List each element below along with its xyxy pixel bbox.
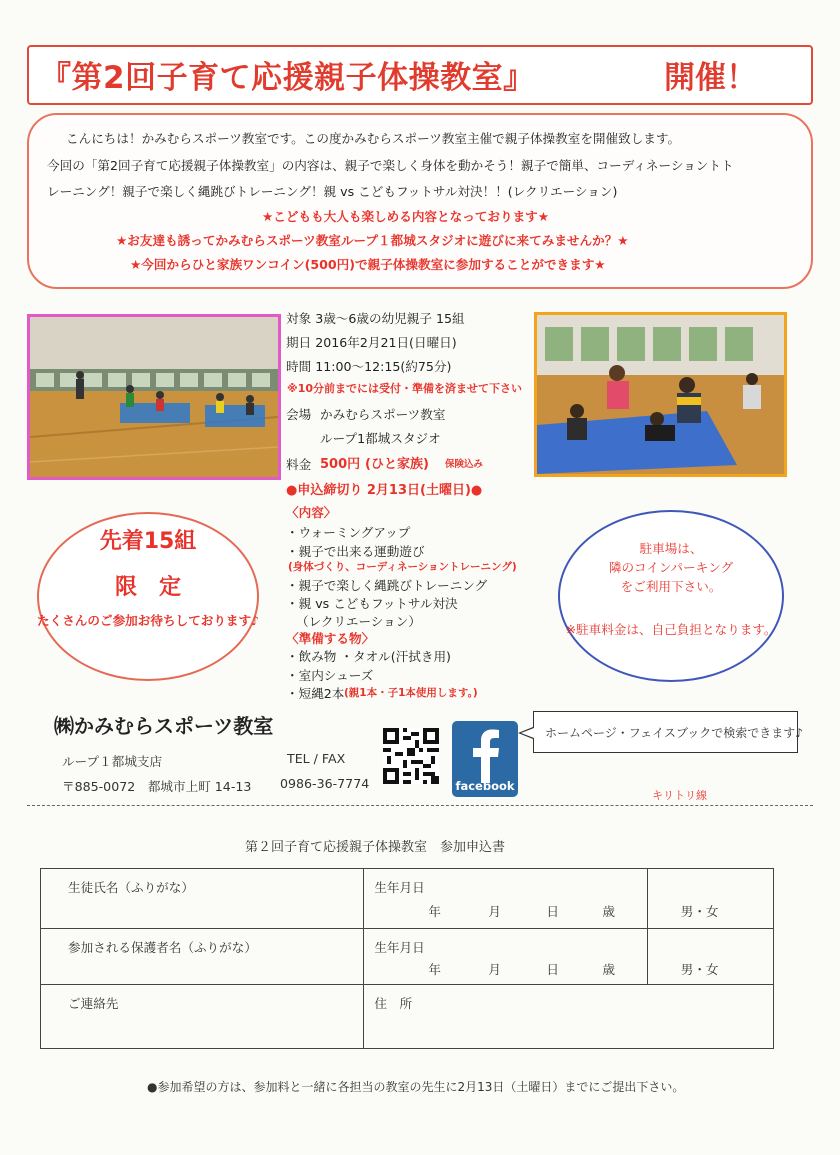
callout-text: ホームページ・フェイスブックで検索できます♪: [545, 726, 803, 740]
contact-cell[interactable]: [41, 985, 364, 1049]
parking-circle: [558, 510, 784, 682]
guardian-month: 月: [488, 962, 501, 977]
guardian-name-cell[interactable]: [41, 929, 364, 985]
student-gender: 男・女: [680, 904, 719, 919]
form-title: 第２回子育て応援親子体操教室 参加申込書: [245, 840, 506, 855]
footer-note: ●参加希望の方は、参加料と一緒に各担当の教室の先生に2月13日（土曜日）までにご提出下さい。: [147, 1080, 685, 1094]
detail-time: 時間 11:00～12:15(約75分): [286, 359, 452, 374]
qr-code-icon: [383, 728, 439, 784]
parking-line-3: をご利用下さい。: [620, 579, 722, 594]
title-announcement: 開催！: [664, 60, 757, 96]
guardian-name-label: 参加される保護者名（ふりがな）: [68, 940, 257, 955]
guardian-day: 日: [546, 962, 559, 977]
contents-item-1: ・ウォーミングアップ: [286, 525, 411, 540]
limit-line-1: 先着15組: [99, 529, 197, 554]
callout-pointer-fill: [521, 728, 534, 738]
student-birth-cell[interactable]: [364, 869, 647, 929]
contents-item-4: ・親 vs こどもフットサル対決: [286, 596, 458, 611]
star-line-3: ★今回からひと家族ワンコイン(500円)で親子体操教室に参加することができます★: [130, 257, 606, 272]
guardian-year: 年: [428, 962, 441, 977]
star-line-2: ★お友達も誘ってかみむらスポーツ教室ループ１都城スタジオに遊びに来てみませんか？★: [116, 233, 629, 248]
contents-heading: 〈内容〉: [286, 505, 337, 520]
guardian-age: 歳: [602, 962, 615, 977]
gym-photo-left: [27, 314, 281, 480]
cut-line-label: キリトリ線: [652, 789, 707, 802]
prep-item-3-note: (親1本・子1本使用します。): [344, 687, 478, 699]
detail-venue-line1: かみむらスポーツ教室: [320, 407, 446, 422]
detail-target: 対象 3歳～6歳の幼児親子 15組: [286, 311, 465, 326]
prep-heading: 〈準備する物〉: [286, 631, 375, 646]
contents-item-4-sub: （レクリエーション）: [296, 614, 421, 629]
detail-time-note: ※10分前までには受付・準備を済ませて下さい: [287, 382, 523, 395]
student-month: 月: [488, 904, 501, 919]
contents-item-2-sub: (身体づくり、コーディネーショントレーニング): [288, 561, 517, 573]
contents-item-2: ・親子で出来る運動遊び: [286, 544, 425, 559]
application-form: [40, 868, 774, 1049]
guardian-birth-label: 生年月日: [374, 940, 425, 955]
contents-item-3: ・親子で楽しく縄跳びトレーニング: [286, 578, 488, 593]
student-birth-label: 生年月日: [374, 880, 425, 895]
gym-photo-right: [534, 312, 787, 477]
prep-item-2: ・室内シューズ: [286, 668, 374, 683]
detail-venue-line2: ループ1都城スタジオ: [320, 431, 441, 446]
page-title: 『第2回子育て応援親子体操教室』: [40, 60, 535, 96]
detail-date: 期日 2016年2月21日(日曜日): [286, 335, 457, 350]
guardian-birth-cell[interactable]: [364, 929, 647, 985]
detail-deadline: ●申込締切り 2月13日(土曜日)●: [286, 483, 483, 498]
prep-item-3: ・短縄2本: [286, 686, 345, 701]
star-line-1: ★こどもも大人も楽しめる内容となっております★: [262, 209, 550, 224]
parking-line-4: ※駐車料金は、自己負担となります。: [565, 622, 777, 637]
intro-line-1: こんにちは！かみむらスポーツ教室です。この度かみむらスポーツ教室主催で親子体操教室を開催致します。: [66, 131, 681, 146]
student-gender-cell[interactable]: [647, 869, 773, 929]
detail-venue-label: 会場: [286, 407, 312, 422]
guardian-gender-cell[interactable]: [647, 929, 773, 985]
student-day: 日: [546, 904, 559, 919]
tel-label: TEL / FAX: [287, 751, 346, 766]
detail-fee-family: (ひと家族): [365, 457, 429, 472]
address-cell[interactable]: [364, 985, 774, 1049]
company-name: ㈱かみむらスポーツ教室: [54, 714, 274, 738]
address-label: 住 所: [374, 996, 413, 1011]
student-year: 年: [428, 904, 441, 919]
student-name-cell[interactable]: [41, 869, 364, 929]
detail-fee-note: 保険込み: [445, 459, 484, 470]
detail-fee-value: 500円: [320, 457, 361, 472]
intro-line-3: レーニング！親子で楽しく縄跳びトレーニング！親 vs こどもフットサル対決！！(レクリエーション): [47, 184, 618, 199]
parking-line-1: 駐車場は、: [639, 541, 703, 556]
prep-item-1: ・飲み物 ・タオル(汗拭き用): [286, 649, 451, 664]
limit-line-3: たくさんのご参加お待ちしております♪: [37, 613, 260, 628]
contact-label: ご連絡先: [68, 996, 119, 1011]
company-address: 〒885-0072 都城市上町 14-13: [62, 779, 252, 794]
company-branch: ループ１都城支店: [62, 754, 163, 769]
cut-line: [27, 805, 813, 806]
parking-line-2: 隣のコインパーキング: [608, 560, 734, 575]
intro-line-2: 今回の「第2回子育て応援親子体操教室」の内容は、親子で楽しく身体を動かそう！親子で簡単、コーディネーショントト: [47, 158, 734, 173]
guardian-gender: 男・女: [680, 962, 719, 977]
detail-fee-label: 料金: [286, 457, 312, 472]
limit-line-2: 限 定: [114, 575, 181, 600]
facebook-label: facebook: [455, 779, 515, 793]
tel-number: 0986-36-7774: [280, 776, 370, 791]
student-name-label: 生徒氏名（ふりがな）: [68, 880, 194, 895]
student-age: 歳: [602, 904, 615, 919]
